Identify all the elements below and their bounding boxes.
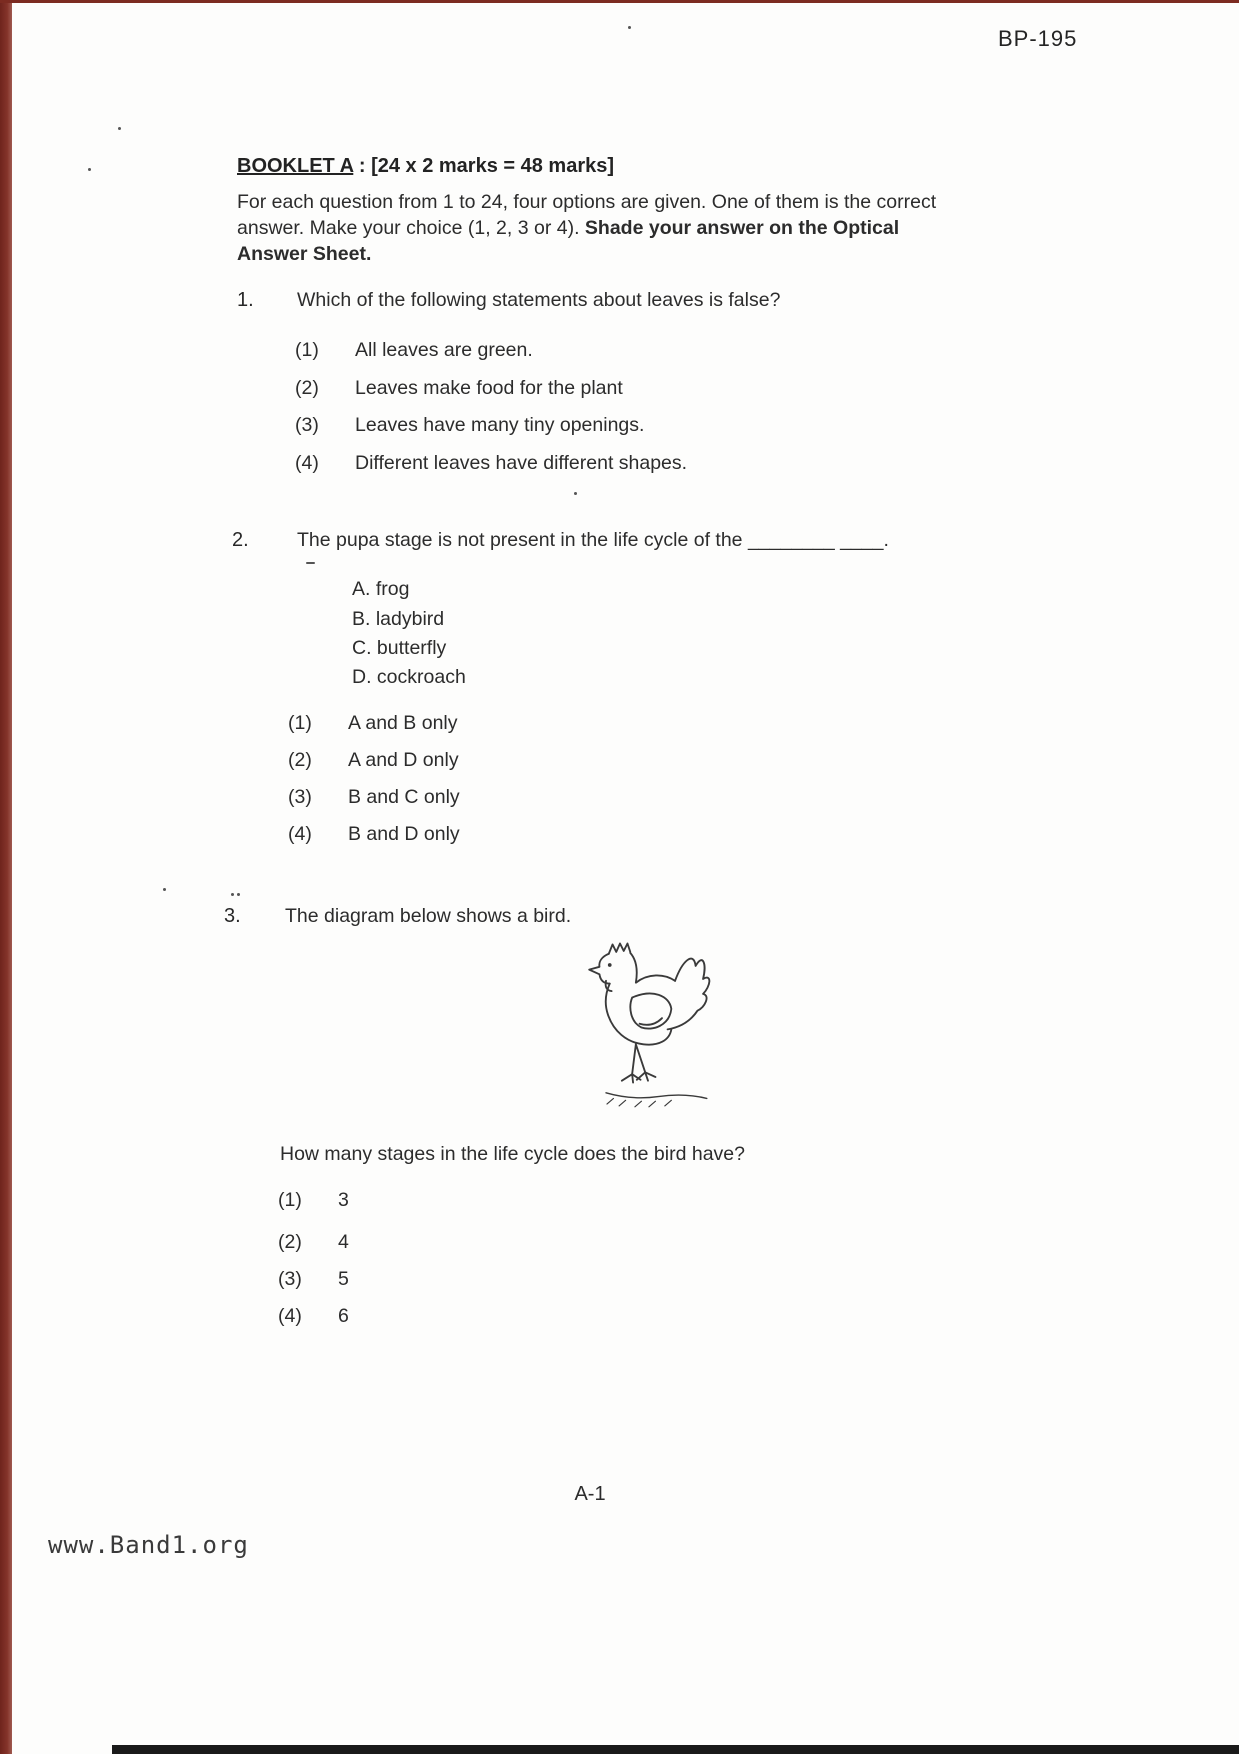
q1-option-2 xyxy=(295,377,623,400)
scan-speck xyxy=(88,168,91,171)
scan-speck xyxy=(237,893,240,896)
booklet-marks: : [24 x 2 marks = 48 marks] xyxy=(353,155,615,177)
booklet-heading xyxy=(237,155,614,178)
q2-item-b: B. ladybird xyxy=(352,608,445,630)
q2-item-d: D. cockroach xyxy=(352,666,466,688)
q3-option-1 xyxy=(278,1189,349,1212)
option-label: (3) xyxy=(288,786,312,808)
option-label: (1) xyxy=(278,1189,302,1211)
option-label: (4) xyxy=(278,1305,302,1327)
q2-option-2 xyxy=(288,749,459,772)
q2-option-4 xyxy=(288,823,460,846)
option-text: B and D only xyxy=(348,823,460,845)
option-label: (3) xyxy=(295,414,319,436)
option-text: Different leaves have different shapes. xyxy=(355,452,688,474)
scan-edge-top xyxy=(0,0,1239,3)
q2-option-3 xyxy=(288,786,460,809)
q3-option-2 xyxy=(278,1231,349,1254)
watermark: www.Band1.org xyxy=(48,1531,249,1559)
option-text: Leaves have many tiny openings. xyxy=(355,414,645,436)
option-text: 4 xyxy=(338,1231,349,1253)
q2-text: The pupa stage is not present in the life cycle of the ________ ____. xyxy=(297,529,889,551)
option-label: (2) xyxy=(288,749,312,771)
q1-option-1 xyxy=(295,339,533,362)
scan-speck xyxy=(306,562,315,564)
option-text: 6 xyxy=(338,1305,349,1327)
scan-speck xyxy=(231,893,234,896)
q3-number: 3. xyxy=(224,905,241,927)
instructions-bold-text: Shade your answer on the Optical Answer Sheet. xyxy=(237,217,900,265)
page-number: A-1 xyxy=(574,1483,606,1505)
q2-item-c: C. butterfly xyxy=(352,637,447,659)
option-text: A and B only xyxy=(348,712,458,734)
hen-illustration xyxy=(578,930,718,1125)
q2-item-a: A. frog xyxy=(352,578,410,600)
scan-bottom-bar xyxy=(112,1745,1239,1754)
q3-option-3 xyxy=(278,1268,349,1291)
option-text: 3 xyxy=(338,1189,349,1211)
scan-speck xyxy=(163,888,166,891)
option-label: (3) xyxy=(278,1268,302,1290)
q2-option-1 xyxy=(288,712,458,735)
scan-speck xyxy=(574,492,577,495)
scan-speck xyxy=(628,26,631,29)
q1-number: 1. xyxy=(237,289,254,311)
option-label: (1) xyxy=(295,339,319,361)
option-text: B and C only xyxy=(348,786,460,808)
option-text: 5 xyxy=(338,1268,349,1290)
booklet-instructions xyxy=(237,189,972,267)
q2-number: 2. xyxy=(232,529,249,551)
option-label: (1) xyxy=(288,712,312,734)
booklet-title: BOOKLET A xyxy=(237,155,354,177)
scan-speck xyxy=(118,127,121,130)
option-label: (4) xyxy=(288,823,312,845)
option-label: (4) xyxy=(295,452,319,474)
option-label: (2) xyxy=(278,1231,302,1253)
q1-option-3 xyxy=(295,414,644,437)
q3-text: The diagram below shows a bird. xyxy=(285,905,572,927)
q3-option-4 xyxy=(278,1305,349,1328)
q1-text: Which of the following statements about leaves is false? xyxy=(297,289,781,311)
option-text: A and D only xyxy=(348,749,459,771)
q3-prompt: How many stages in the life cycle does the bird have? xyxy=(280,1143,746,1165)
instructions-text: For each question from 1 to 24, four options are given. One of them is the correct answer. Make your choice (1, 2, 3 or 4). xyxy=(237,191,937,239)
option-text: All leaves are green. xyxy=(355,339,533,361)
option-text: Leaves make food for the plant xyxy=(355,377,623,399)
doc-code: BP-195 xyxy=(998,26,1078,51)
hen-line-drawing-svg xyxy=(578,930,718,1125)
q1-option-4 xyxy=(295,452,687,475)
option-label: (2) xyxy=(295,377,319,399)
